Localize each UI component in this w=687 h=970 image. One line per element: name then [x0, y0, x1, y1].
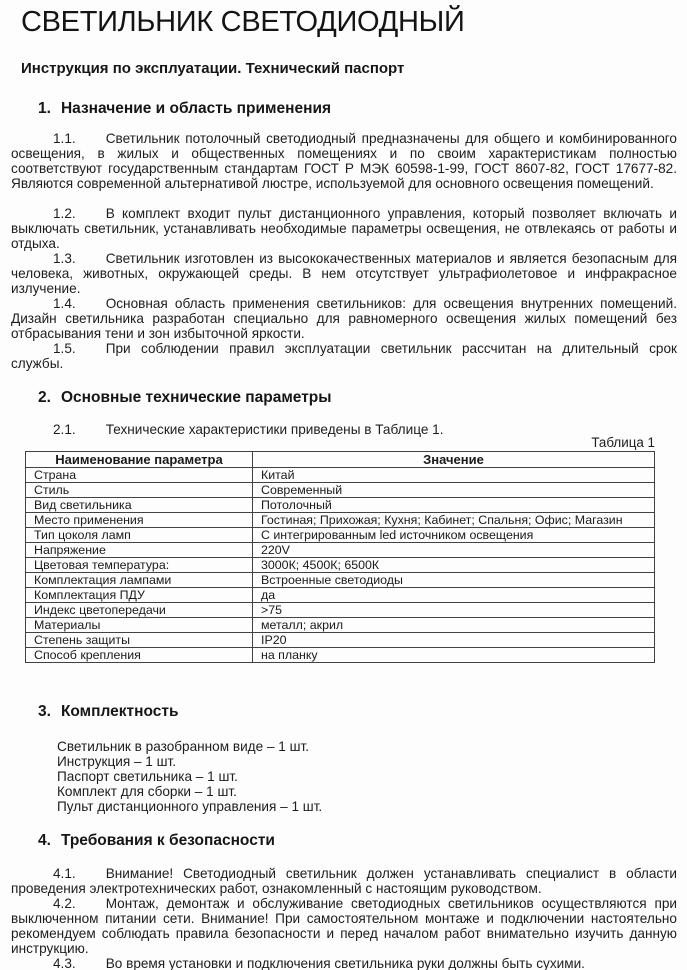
param-name-cell: Тип цоколя ламп: [26, 528, 253, 543]
param-name-cell: Индекс цветопередачи: [26, 603, 253, 618]
list-item: Светильник в разобранном виде – 1 шт.: [57, 739, 310, 754]
param-name-header: Наименование параметра: [26, 452, 253, 468]
paragraph-1-1-number: 1.1.: [53, 131, 76, 146]
paragraph-4-3-text: Во время установки и подключения светильника руки должны быть сухими.: [105, 956, 585, 970]
param-value-cell: металл; акрил: [253, 618, 655, 633]
list-item: Инструкция – 1 шт.: [57, 754, 177, 769]
section-1-title: Назначение и область применения: [60, 100, 332, 117]
paragraph-4-3-number: 4.3.: [53, 956, 76, 970]
table-row: [26, 468, 655, 483]
paragraph-1-2-number: 1.2.: [53, 206, 76, 221]
section-3-title: Комплектность: [60, 703, 179, 720]
table-row: [26, 558, 655, 573]
paragraph-1-3-number: 1.3.: [53, 251, 76, 266]
section-4-number: 4.: [38, 832, 51, 849]
param-name-cell: Комплектация лампами: [26, 573, 253, 588]
section-2-heading: [38, 388, 332, 407]
param-name-cell: Вид светильника: [26, 498, 253, 513]
param-name-cell: Материалы: [26, 618, 253, 633]
document-title: СВЕТИЛЬНИК СВЕТОДИОДНЫЙ: [21, 6, 465, 38]
table-row: [26, 543, 655, 558]
paragraph-4-2-number: 4.2.: [53, 896, 76, 911]
section-3-heading: [38, 702, 178, 721]
paragraph-4-1: [11, 866, 677, 896]
table-row: [26, 513, 655, 528]
section-1-number: 1.: [38, 100, 51, 117]
table-row: [26, 588, 655, 603]
table-row: [26, 633, 655, 648]
param-name-cell: Способ крепления: [26, 648, 253, 663]
paragraph-1-2-text: В комплект входит пульт дистанционного управления, который позволяет включать и выключать светильник, устанавливать необходимые параметры освещения, не отвлекаясь от работы и отдыха.: [11, 206, 677, 251]
param-value-header: Значение: [253, 452, 655, 468]
paragraph-2-1-number: 2.1.: [53, 422, 76, 437]
param-name-cell: Цветовая температура:: [26, 558, 253, 573]
paragraph-4-2: [11, 896, 677, 956]
list-item: Пульт дистанционного управления – 1 шт.: [57, 799, 323, 814]
section-4-title: Требования к безопасности: [60, 832, 275, 849]
section-4-heading: [38, 831, 275, 850]
table-header-row: [26, 452, 655, 468]
paragraph-1-3-text: Светильник изготовлен из высококачественных материалов и является безопасным для человека, животных, окружающей среды. В нем отсутствует ультрафиолетовое и инфракрасное излучение.: [11, 251, 677, 296]
list-item: Паспорт светильника – 1 шт.: [57, 769, 238, 784]
paragraph-4-1-number: 4.1.: [53, 866, 76, 881]
param-value-cell: Китай: [253, 468, 655, 483]
param-name-cell: Комплектация ПДУ: [26, 588, 253, 603]
param-value-cell: Современный: [253, 483, 655, 498]
paragraph-4-3: [11, 956, 677, 970]
table-row: [26, 483, 655, 498]
tech-params-table: [25, 451, 655, 663]
paragraph-1-4-number: 1.4.: [53, 296, 76, 311]
param-value-cell: Потолочный: [253, 498, 655, 513]
table-row: [26, 603, 655, 618]
param-value-cell: IP20: [253, 633, 655, 648]
table-row: [26, 498, 655, 513]
paragraph-2-1-text: Технические характеристики приведены в Таблице 1.: [105, 422, 444, 437]
param-name-cell: Место применения: [26, 513, 253, 528]
document-subtitle: Инструкция по эксплуатации. Технический паспорт: [21, 60, 405, 77]
section-1-heading: [38, 99, 331, 118]
table-row: [26, 528, 655, 543]
param-value-cell: на планку: [253, 648, 655, 663]
param-name-cell: Стиль: [26, 483, 253, 498]
kit-list: [57, 739, 322, 814]
paragraph-1-1-text: Светильник потолочный светодиодный предназначены для общего и комбинированного освещения, в жилых и общественных помещениях и по своим характеристикам полностью соответствуют государственным стандартам ГОСТ Р МЭК 60598-1-99, ГОСТ 8607-82, ГОСТ 17677-82. Являются современной альтернативой люстре, используемой для основного освещения помещений.: [11, 131, 677, 191]
paragraph-1-2: [11, 206, 677, 251]
paragraph-1-5: [11, 341, 677, 371]
param-value-cell: да: [253, 588, 655, 603]
table-caption: Таблица 1: [591, 435, 655, 450]
paragraph-1-4-text: Основная область применения светильников: для освещения внутренних помещений. Дизайн светильника разработан специально для равномерного освещения жилых помещений без отбрасывания тени и зон избыточной яркости.: [11, 296, 677, 341]
paragraph-4-2-text: Монтаж, демонтаж и обслуживание светодиодных светильников осуществляются при выключенном питании сети. Внимание! При самостоятельном монтаже и подключении настоятельно рекомендуем соблюдать правила безопасности и перед началом работ внимательно изучить данную инструкцию.: [11, 896, 677, 956]
paragraph-1-3: [11, 251, 677, 296]
paragraph-2-1: [11, 422, 677, 437]
section-2-number: 2.: [38, 389, 51, 406]
param-name-cell: Страна: [26, 468, 253, 483]
param-value-cell: 220V: [253, 543, 655, 558]
param-value-cell: 3000К; 4500К; 6500К: [253, 558, 655, 573]
param-name-cell: Напряжение: [26, 543, 253, 558]
paragraph-4-1-text: Внимание! Светодиодный светильник должен устанавливать специалист в области проведения электротехнических работ, ознакомленный с настоящим руководством.: [11, 866, 677, 896]
param-value-cell: С интегрированным led источником освещения: [253, 528, 655, 543]
param-name-cell: Степень защиты: [26, 633, 253, 648]
param-value-cell: Гостиная; Прихожая; Кухня; Кабинет; Спальня; Офис; Магазин: [253, 513, 655, 528]
paragraph-1-4: [11, 296, 677, 341]
paragraph-1-5-text: При соблюдении правил эксплуатации светильник рассчитан на длительный срок службы.: [11, 341, 677, 371]
paragraph-1-1: [11, 131, 677, 191]
list-item: Комплект для сборки – 1 шт.: [57, 784, 237, 799]
table-row: [26, 618, 655, 633]
table-row: [26, 648, 655, 663]
param-value-cell: >75: [253, 603, 655, 618]
param-value-cell: Встроенные светодиоды: [253, 573, 655, 588]
section-3-number: 3.: [38, 703, 51, 720]
paragraph-1-5-number: 1.5.: [53, 341, 76, 356]
section-2-title: Основные технические параметры: [60, 389, 332, 406]
table-row: [26, 573, 655, 588]
